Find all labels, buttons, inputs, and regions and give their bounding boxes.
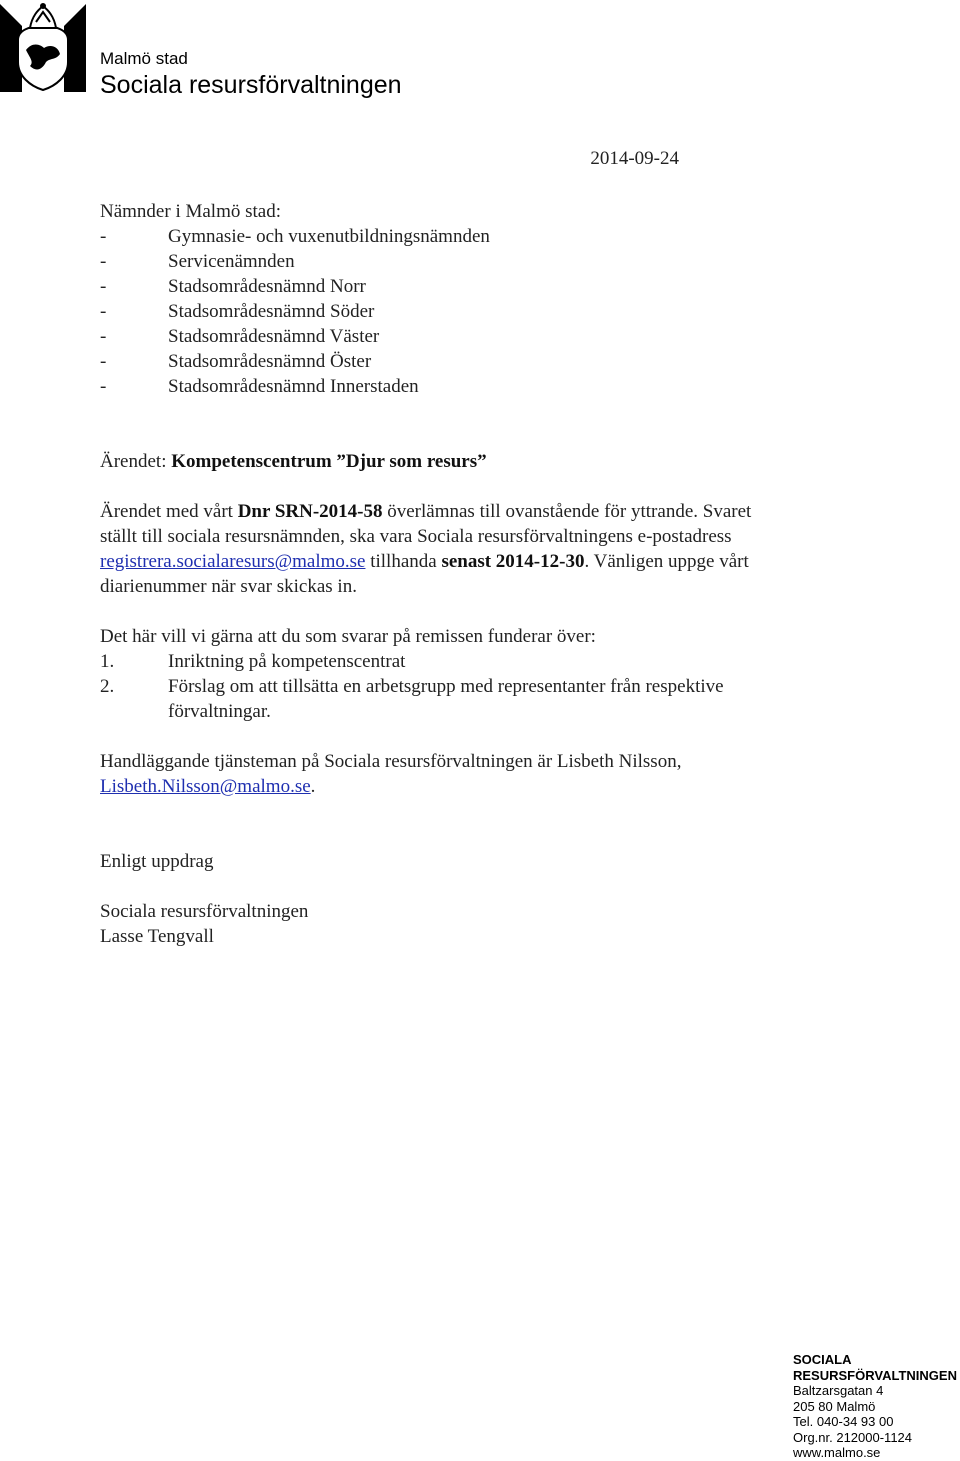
closing-phrase: Enligt uppdrag	[100, 851, 214, 872]
list-item	[100, 224, 780, 249]
list-item	[100, 274, 780, 299]
list-bullet: -	[100, 376, 107, 397]
organization-header	[100, 49, 402, 100]
footer-orgnr: Org.nr. 212000-1124	[793, 1429, 913, 1445]
recipient-name: Stadsområdesnämnd Söder	[168, 301, 375, 322]
footer-org-line1: SOCIALA	[793, 1352, 852, 1367]
malmo-coat-of-arms-logo	[0, 0, 86, 92]
recipient-name: Servicenämnden	[168, 251, 295, 272]
instructions-paragraph	[100, 499, 780, 599]
signature-org: Sociala resursförvaltningen	[100, 901, 309, 922]
paragraph-text: Handläggande tjänsteman på Sociala resursförvaltningen är Lisbeth Nilsson,	[100, 751, 682, 772]
subject-title: Kompetenscentrum ”Djur som resurs”	[171, 451, 487, 472]
recipients-title: Nämnder i Malmö stad:	[100, 201, 281, 222]
list-item	[100, 374, 780, 399]
deadline: senast 2014-12-30	[441, 551, 585, 572]
signature-name: Lasse Tengvall	[100, 926, 214, 947]
list-item	[100, 674, 780, 724]
recipient-name: Stadsområdesnämnd Väster	[168, 326, 380, 347]
list-bullet: -	[100, 251, 107, 272]
registry-email-link[interactable]: registrera.socialaresurs@malmo.se	[100, 551, 366, 572]
handler-email-link[interactable]: Lisbeth.Nilsson@malmo.se	[100, 776, 311, 797]
city-name: Malmö stad	[100, 49, 188, 68]
questions-list	[100, 649, 780, 724]
case-number: Dnr SRN-2014-58	[237, 501, 383, 522]
list-item	[100, 324, 780, 349]
list-bullet: -	[100, 226, 107, 247]
handler-paragraph	[100, 749, 780, 799]
list-bullet: -	[100, 276, 107, 297]
recipient-name: Stadsområdesnämnd Norr	[168, 276, 366, 297]
recipients-list	[100, 224, 780, 399]
list-bullet: -	[100, 326, 107, 347]
footer-org-line2: RESURSFÖRVALTNINGEN	[793, 1367, 957, 1383]
list-bullet: -	[100, 351, 107, 372]
recipient-name: Gymnasie- och vuxenutbildningsnämnden	[168, 226, 490, 247]
department-name: Sociala resursförvaltningen	[100, 71, 402, 99]
footer-postal: 205 80 Malmö	[793, 1398, 876, 1414]
footer-phone: Tel. 040-34 93 00	[793, 1414, 894, 1429]
paragraph-text: . Vänligen uppge vårt diarienummer när svar skickas in.	[100, 551, 749, 597]
paragraph-text: .	[310, 776, 316, 797]
recipient-name: Stadsområdesnämnd Innerstaden	[168, 376, 419, 397]
footer-contact	[793, 1352, 957, 1461]
subject-line	[100, 449, 780, 474]
list-number: 1.	[100, 651, 115, 672]
list-item	[100, 299, 780, 324]
letter-date: 2014-09-24	[590, 148, 679, 169]
paragraph-text: överlämnas till ovanstående för yttrande. Svaret ställt till sociala resursnämnden, ska vara Sociala resursförvaltningens e-postadress	[100, 501, 752, 547]
question-text: Inriktning på kompetenscentrat	[168, 651, 406, 672]
list-item	[100, 349, 780, 374]
list-bullet: -	[100, 301, 107, 322]
footer-address: Baltzarsgatan 4	[793, 1383, 884, 1398]
question-text: Förslag om att tillsätta en arbetsgrupp med representanter från respektive förvaltningar.	[168, 676, 724, 722]
list-item	[100, 249, 780, 274]
paragraph-text: Ärendet med vårt	[100, 501, 238, 522]
paragraph-text: tillhanda	[365, 551, 442, 572]
questions-intro: Det här vill vi gärna att du som svarar på remissen funderar över:	[100, 626, 596, 647]
footer-web: www.malmo.se	[793, 1445, 881, 1460]
list-item	[100, 649, 780, 674]
list-number: 2.	[100, 676, 115, 697]
signature-block	[100, 899, 780, 949]
letter-body	[100, 199, 780, 949]
recipient-name: Stadsområdesnämnd Öster	[168, 351, 372, 372]
subject-label: Ärendet:	[100, 451, 172, 472]
